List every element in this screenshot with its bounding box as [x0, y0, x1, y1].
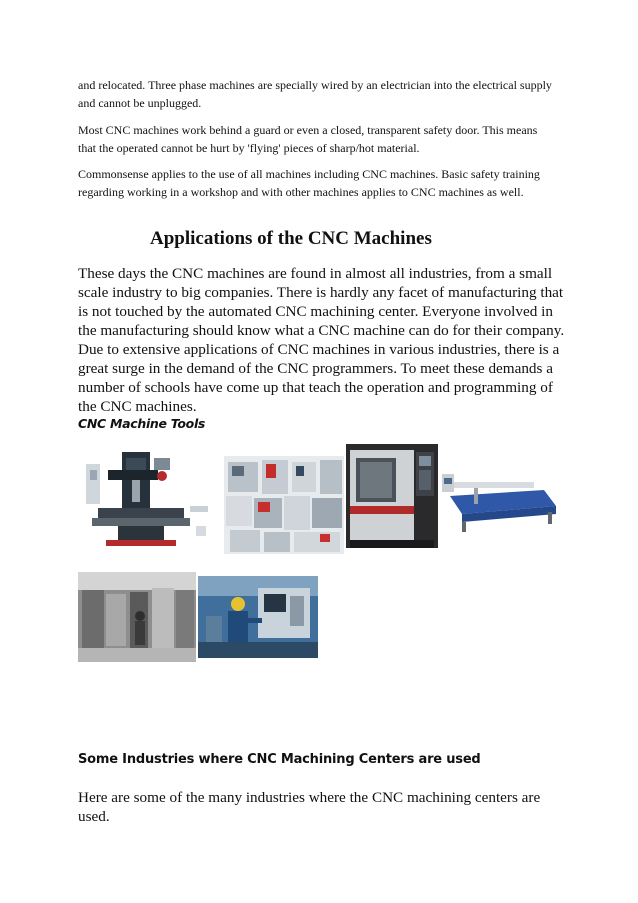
applications-paragraph: These days the CNC machines are found in almost all industries, from a small scale industry to big companies. There is hardly any facet of manufacturing that is not touched by the automated CNC machining center. Everyone involved in the manufacturing should know what a CNC machine can do for their company. Due to extensive applications of CNC machines in various industries, there is a great surge in the demand of the CNC programmers. To meet these demands a number of schools have come up that teach the operation and programming of the CNC machines.	[78, 265, 565, 415]
milling-machine-photo	[78, 444, 224, 554]
industries-paragraph: Here are some of the many industries where the CNC machining centers are used.	[78, 789, 541, 825]
industries-subheading: Some Industries where CNC Machining Centers are used	[78, 752, 481, 767]
machine-collection-photo	[224, 456, 344, 554]
tools-subheading: CNC Machine Tools	[78, 416, 206, 431]
paragraph-relocated: and relocated. Three phase machines are specially wired by an electrician into the electrical supply and cannot be unplugged.	[78, 78, 552, 110]
paragraph-commonsense: Commonsense applies to the use of all machines including CNC machines. Basic safety training regarding working in a workshop and with other machines applies to CNC machines as well.	[78, 167, 540, 199]
workshop-bw-photo	[78, 572, 196, 662]
section-heading: Applications of the CNC Machines	[150, 228, 432, 249]
waterjet-table-photo	[440, 468, 558, 534]
paragraph-safety-door: Most CNC machines work behind a guard or even a closed, transparent safety door. This means that the operated cannot be hurt by 'flying' pieces of sharp/hot material.	[78, 123, 538, 155]
cnc-machining-center-photo	[346, 444, 438, 548]
operator-workshop-photo	[198, 576, 318, 658]
